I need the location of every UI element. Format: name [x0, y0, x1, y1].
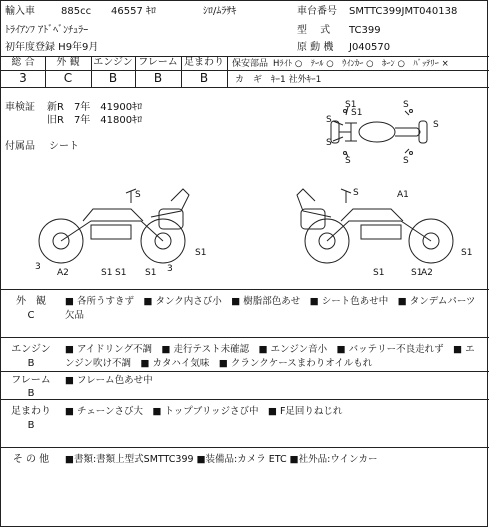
frame-no-label: 車台番号 [297, 6, 337, 17]
mark-top-s-b: S [326, 138, 332, 148]
grade-exterior-label: 外 観 [56, 57, 80, 68]
mark-top-s-e: S [403, 156, 409, 166]
section-suspension-body: ■ チェーンさび大 ■ トップブリッジさび中 ■ F足回りねじれ [65, 406, 343, 417]
mark-left-s1-c: S1 [145, 268, 157, 278]
motorcycle-left-view [31, 181, 211, 281]
section-exterior-title: 外 観 [16, 296, 46, 307]
category: 輸入車 [5, 6, 35, 17]
grade-overall-label: 総 合 [11, 57, 35, 68]
section-engine-title: エンジン [11, 344, 51, 355]
mark-left-s1-a: S1 [101, 268, 113, 278]
engine-label: 原 動 機 [297, 42, 334, 53]
color: ｼﾛ/ﾑﾗｻｷ [203, 6, 237, 17]
section-exterior-body: ■ 各所うすきず ■ タンク内さび小 ■ 樹脂部色あせ ■ シート色あせ中 ■ タンデムパーツ欠品 [65, 296, 476, 321]
mileage: 46557 ｷﾛ [111, 6, 156, 17]
first-registration: 初年度登録 H9年9月 [5, 42, 99, 53]
equipment-label: 保安部品 [232, 59, 269, 69]
motorcycle-top-view [321, 97, 451, 169]
section-engine-grade: B [27, 358, 35, 369]
frame-no: SMTTC399JMT040138 [349, 6, 458, 17]
section-other-title: そ の 他 [12, 454, 50, 465]
mark-right-s1-a: S1 [373, 268, 385, 278]
section-suspension-grade: B [27, 420, 35, 431]
mark-right-s1-c: S1 [461, 248, 473, 258]
mark-left-s1-d: S1 [195, 248, 207, 258]
inspection-label: 車検証 [5, 102, 35, 113]
mark-right-a1: A1 [397, 190, 409, 200]
section-frame-body: ■ フレーム色あせ中 [65, 375, 153, 386]
section-engine-body: ■ アイドリング不調 ■ 走行テスト未確認 ■ エンジン音小 ■ バッテリー不良走れず ■ エンジン吹け不調 ■ カタハイ気味 ■ クランクケースまわりオイルもれ [65, 344, 475, 369]
grade-exterior-value: C [63, 71, 73, 85]
mark-top-s-f: S [433, 120, 439, 130]
grade-frame-value: B [153, 71, 163, 85]
mark-right-a2: A2 [421, 268, 433, 278]
displacement: 885cc [61, 6, 92, 17]
inspection-old: 旧R 7年 41800ｷﾛ [47, 115, 143, 126]
motorcycle-right-view [291, 181, 481, 281]
mark-right-s1-b: S1 [411, 268, 423, 278]
mark-top-s1-a: S1 [345, 100, 357, 110]
grade-frame-label: フレーム [138, 57, 178, 68]
accessories-value: シート [49, 141, 79, 152]
section-frame-title: フレーム [11, 375, 51, 386]
grade-overall-value: 3 [19, 71, 27, 85]
model-code: TC399 [349, 25, 381, 36]
grade-suspension-value: B [199, 71, 209, 85]
mark-top-s-c: S [345, 156, 351, 166]
mark-left-3-a: 3 [35, 262, 41, 272]
section-frame-grade: B [27, 388, 35, 399]
mark-left-s1-b: S1 [115, 268, 127, 278]
mark-top-s-d: S [403, 100, 409, 110]
grade-engine-value: B [108, 71, 118, 85]
grade-suspension-label: 足まわり [184, 57, 224, 68]
model-label: 型 式 [297, 25, 331, 36]
mark-top-s-a: S [326, 115, 332, 125]
equipment-keys: カ ギ ｷｰ1 社外ｷｰ1 [235, 75, 322, 85]
accessories-label: 付属品 [5, 141, 35, 152]
section-exterior-grade: C [27, 310, 35, 321]
model-name: ﾄﾗｲｱﾝﾌ ｱﾄﾞﾍﾞﾝﾁｭﾗｰ [5, 25, 89, 36]
mark-top-s1-b: S1 [351, 108, 363, 118]
mark-left-3-b: 3 [167, 264, 173, 274]
engine-code: J040570 [349, 42, 391, 53]
mark-right-s: S [353, 188, 359, 198]
section-other-body: ■書類:書類上型式SMTTC399 ■装備品:カメラ ETC ■社外品:ウインカー [65, 454, 378, 465]
inspection-new: 新R 7年 41900ｷﾛ [47, 102, 143, 113]
mark-left-s: S [135, 190, 141, 200]
grade-engine-label: エンジン [93, 57, 133, 68]
equipment-items: Hﾗｲﾄ ○ ﾃｰﾙ ○ ｳｲﾝｶｰ ○ ﾎｰﾝ ○ ﾊﾞｯﾃﾘｰ × [273, 59, 449, 69]
section-suspension-title: 足まわり [11, 406, 51, 417]
mark-left-a2: A2 [57, 268, 69, 278]
